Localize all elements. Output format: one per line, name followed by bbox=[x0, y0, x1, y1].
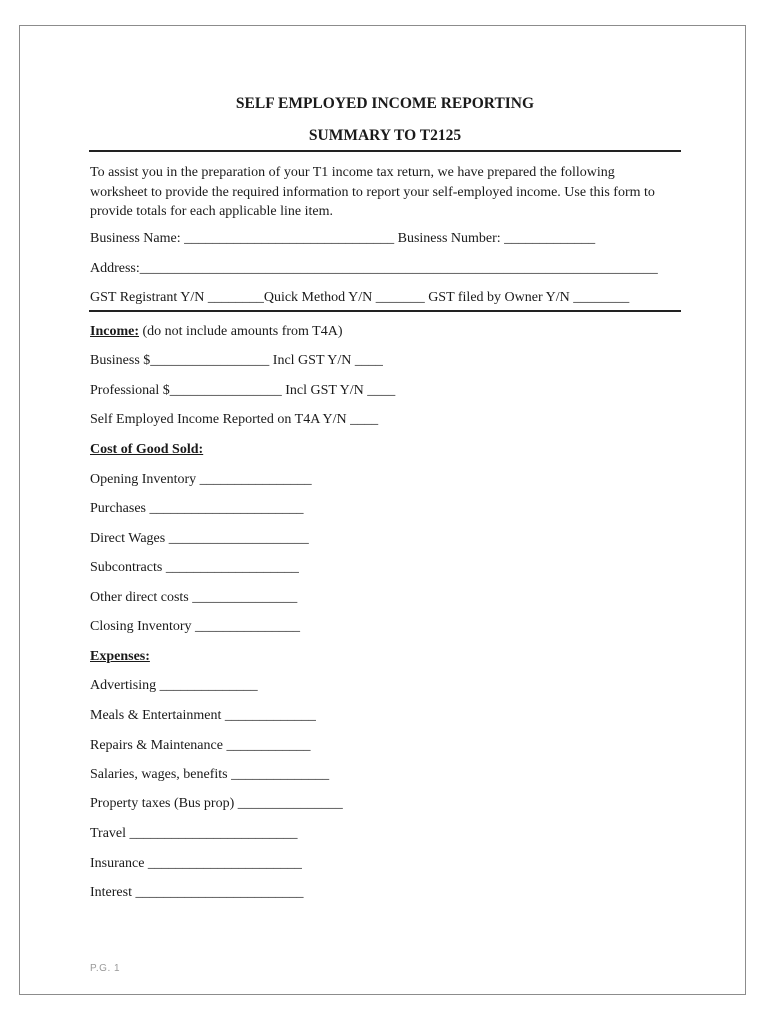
income-note: (do not include amounts from T4A) bbox=[139, 324, 343, 339]
address-field[interactable]: Address:__________________________________________________________________________ bbox=[90, 261, 658, 276]
gst-rule bbox=[89, 310, 681, 312]
salaries-field[interactable]: Salaries, wages, benefits ______________ bbox=[90, 767, 330, 782]
income-header bbox=[90, 324, 343, 340]
page-number: P.G. 1 bbox=[90, 963, 121, 974]
insurance-field[interactable]: Insurance ______________________ bbox=[90, 856, 302, 871]
business-income-field[interactable]: Business $_________________ Incl GST Y/N ____ bbox=[90, 353, 383, 368]
property-taxes-field[interactable]: Property taxes (Bus prop) _______________ bbox=[90, 796, 343, 811]
purchases-field[interactable]: Purchases ______________________ bbox=[90, 501, 304, 516]
gst-field[interactable]: GST Registrant Y/N ________Quick Method Y/N _______ GST filed by Owner Y/N ________ bbox=[90, 290, 630, 305]
title-rule bbox=[89, 150, 681, 152]
intro-paragraph: To assist you in the preparation of your T1 income tax return, we have prepared the following worksheet to provide the required information to report your self-employed income. Use this form to provide totals for each applicable line item. bbox=[90, 165, 655, 219]
travel-field[interactable]: Travel ________________________ bbox=[90, 826, 298, 841]
form-title: SELF EMPLOYED INCOME REPORTING bbox=[235, 95, 535, 112]
professional-income-field[interactable]: Professional $________________ Incl GST Y/N ____ bbox=[90, 383, 396, 398]
direct-wages-field[interactable]: Direct Wages ____________________ bbox=[90, 531, 309, 546]
income-heading: Income: bbox=[90, 324, 139, 339]
form-subtitle: SUMMARY TO T2125 bbox=[308, 127, 462, 144]
subcontracts-field[interactable]: Subcontracts ___________________ bbox=[90, 560, 299, 575]
interest-field[interactable]: Interest ________________________ bbox=[90, 885, 304, 900]
meals-entertainment-field[interactable]: Meals & Entertainment _____________ bbox=[90, 708, 316, 723]
business-name-field[interactable]: Business Name: ______________________________ Business Number: _____________ bbox=[90, 231, 596, 246]
cogs-heading: Cost of Good Sold: bbox=[90, 442, 204, 457]
expenses-heading: Expenses: bbox=[90, 649, 150, 664]
advertising-field[interactable]: Advertising ______________ bbox=[90, 678, 258, 693]
other-direct-costs-field[interactable]: Other direct costs _______________ bbox=[90, 590, 298, 605]
repairs-maintenance-field[interactable]: Repairs & Maintenance ____________ bbox=[90, 738, 311, 753]
t4a-field[interactable]: Self Employed Income Reported on T4A Y/N ____ bbox=[90, 412, 379, 427]
closing-inventory-field[interactable]: Closing Inventory _______________ bbox=[90, 619, 300, 634]
opening-inventory-field[interactable]: Opening Inventory ________________ bbox=[90, 472, 312, 487]
